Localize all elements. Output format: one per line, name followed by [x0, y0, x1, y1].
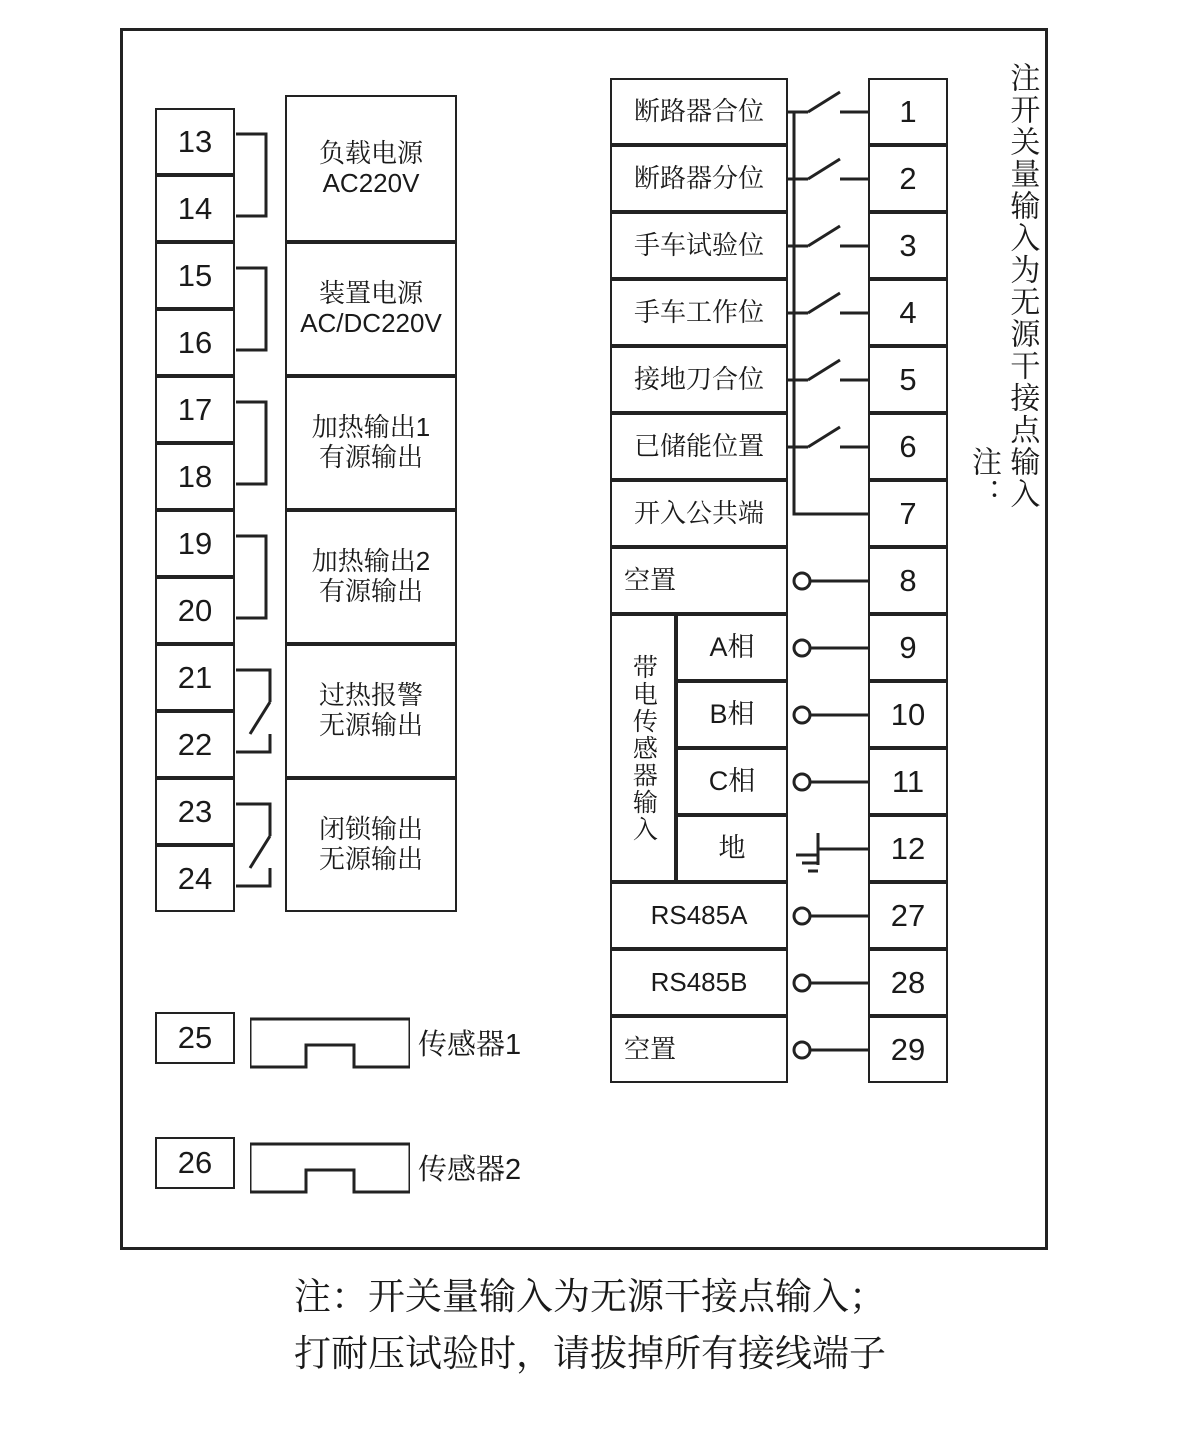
left-group-heat-output-1-line2: 有源输出 [318, 442, 423, 472]
left-group-overheat-alarm-line1: 过热报警 [318, 680, 423, 711]
terminal-number-4: 4 [868, 279, 948, 346]
comm-label-spare-29: 空置 [610, 1016, 788, 1083]
left-group-device-power [285, 242, 457, 376]
left-group-heat-output-1-line1: 加热输出1 [311, 412, 431, 443]
left-group-load-power-line2: AC220V [322, 167, 420, 198]
left-group-interlock-output [285, 778, 457, 912]
left-group-heat-output-2-line1: 加热输出2 [311, 546, 431, 577]
left-group-device-power-line1: 装置电源 [318, 278, 423, 309]
terminal-lead-8 [788, 547, 868, 614]
vertical-note [967, 62, 1039, 662]
left-group-load-power [285, 95, 457, 242]
terminal-number-5: 5 [868, 346, 948, 413]
comm-label-rs485b: RS485B [610, 949, 788, 1016]
terminal-lead-29 [788, 1016, 868, 1083]
terminal-lead-10 [788, 681, 868, 748]
phase-label-b: B相 [676, 681, 788, 748]
left-group-heat-output-2-line2: 有源输出 [318, 576, 423, 606]
left-group-heat-output-1 [285, 376, 457, 510]
left-group-load-power-line1: 负载电源 [318, 137, 423, 168]
terminal-number-28: 28 [868, 949, 948, 1016]
terminal-number-14: 14 [155, 175, 235, 242]
ground-symbol-icon [788, 815, 868, 882]
terminal-number-15: 15 [155, 242, 235, 309]
terminal-number-2: 2 [868, 145, 948, 212]
terminal-number-8: 8 [868, 547, 948, 614]
bottom-note-line-1: 注：开关量输入为无源干接点输入； [294, 1276, 886, 1317]
left-group-device-power-line2: AC/DC220V [300, 308, 442, 338]
terminal-lead-9 [788, 614, 868, 681]
phase-label-a: A相 [676, 614, 788, 681]
terminal-number-24: 24 [155, 845, 235, 912]
terminal-number-9: 9 [868, 614, 948, 681]
relay-contact-21-22 [236, 644, 282, 778]
terminal-lead-27 [788, 882, 868, 949]
bottom-note-line-2: 打耐压试验时，请拔掉所有接线端子 [294, 1333, 886, 1375]
bottom-notes [0, 1268, 1180, 1383]
terminal-number-6: 6 [868, 413, 948, 480]
sensor-input-group-label-text: 带电传感器输入 [629, 653, 658, 843]
di-label-energy-stored: 已储能位置 [610, 413, 788, 480]
terminal-number-13: 13 [155, 108, 235, 175]
sensor-connector-1-icon [250, 1005, 410, 1073]
di-label-spare-8: 空置 [610, 547, 788, 614]
sensor-2-label: 传感器2 [418, 1154, 522, 1186]
terminal-number-16: 16 [155, 309, 235, 376]
sensor-1-label: 传感器1 [418, 1029, 522, 1061]
common-bus-line [788, 78, 868, 548]
terminal-number-17: 17 [155, 376, 235, 443]
phase-label-c: C相 [676, 748, 788, 815]
left-group-interlock-output-line2: 无源输出 [318, 844, 423, 874]
terminal-number-1: 1 [868, 78, 948, 145]
di-label-breaker-closed: 断路器合位 [610, 78, 788, 145]
terminal-number-22: 22 [155, 711, 235, 778]
phase-label-ground: 地 [676, 815, 788, 882]
terminal-number-26: 26 [155, 1137, 235, 1189]
vertical-note-prefix: 注： [967, 446, 1000, 510]
bracket-connector-17-18 [236, 376, 282, 510]
terminal-lead-11 [788, 748, 868, 815]
relay-contact-23-24 [236, 778, 282, 912]
vertical-note-text: 注开关量输入为无源干接点输入 [1005, 62, 1039, 510]
left-group-heat-output-2 [285, 510, 457, 644]
di-label-truck-test: 手车试验位 [610, 212, 788, 279]
bracket-connector-19-20 [236, 510, 282, 644]
terminal-number-10: 10 [868, 681, 948, 748]
terminal-number-12: 12 [868, 815, 948, 882]
left-group-interlock-output-line1: 闭锁输出 [318, 814, 423, 845]
terminal-number-19: 19 [155, 510, 235, 577]
terminal-number-3: 3 [868, 212, 948, 279]
terminal-number-25: 25 [155, 1012, 235, 1064]
terminal-number-29: 29 [868, 1016, 948, 1083]
di-label-common-terminal: 开入公共端 [610, 480, 788, 547]
terminal-number-18: 18 [155, 443, 235, 510]
sensor-input-group-label [610, 614, 676, 882]
terminal-number-23: 23 [155, 778, 235, 845]
bracket-connector-13-14 [236, 108, 282, 242]
comm-label-rs485a: RS485A [610, 882, 788, 949]
sensor-connector-2-icon [250, 1130, 410, 1198]
left-group-overheat-alarm [285, 644, 457, 778]
left-group-overheat-alarm-line2: 无源输出 [318, 710, 423, 740]
terminal-lead-28 [788, 949, 868, 1016]
terminal-number-7: 7 [868, 480, 948, 547]
terminal-number-21: 21 [155, 644, 235, 711]
di-label-truck-work: 手车工作位 [610, 279, 788, 346]
di-label-earth-switch-closed: 接地刀合位 [610, 346, 788, 413]
di-label-breaker-open: 断路器分位 [610, 145, 788, 212]
bracket-connector-15-16 [236, 242, 282, 376]
terminal-number-20: 20 [155, 577, 235, 644]
terminal-number-27: 27 [868, 882, 948, 949]
terminal-number-11: 11 [868, 748, 948, 815]
